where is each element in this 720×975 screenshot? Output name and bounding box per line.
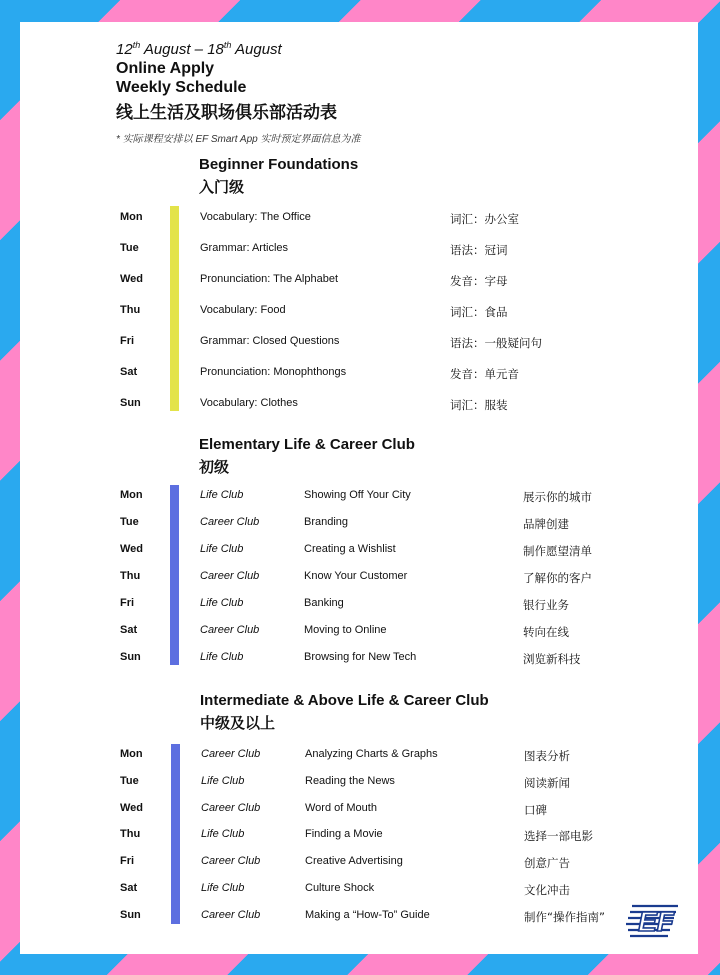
section-subtitle-elementary: 初级 xyxy=(199,458,230,476)
schedule-row xyxy=(20,882,698,902)
club-type: Career Club xyxy=(200,516,260,528)
topic-label: Pronunciation: The Alphabet xyxy=(200,273,339,285)
schedule-row xyxy=(20,397,698,417)
schedule-card xyxy=(20,22,698,954)
club-type: Life Club xyxy=(200,543,244,555)
svg-text:EF: EF xyxy=(638,906,674,937)
topic-label: Showing Off Your City xyxy=(304,489,411,501)
schedule-row xyxy=(20,366,698,386)
topic-label: Culture Shock xyxy=(305,882,375,894)
club-type: Life Club xyxy=(200,597,244,609)
club-type: Career Club xyxy=(200,624,260,636)
schedule-row xyxy=(20,273,698,293)
ef-logo xyxy=(626,902,688,940)
day-label: Tue xyxy=(120,774,139,787)
club-type: Life Club xyxy=(201,882,245,894)
topic-label: Vocabulary: The Office xyxy=(200,211,311,223)
topic-label: Grammar: Closed Questions xyxy=(200,335,340,347)
section-title-elementary: Elementary Life & Career Club xyxy=(199,436,415,453)
schedule-row xyxy=(20,651,698,671)
schedule-row xyxy=(20,597,698,617)
section-subtitle-beginner: 入门级 xyxy=(199,178,245,196)
day-label: Mon xyxy=(120,748,143,760)
club-type: Life Club xyxy=(201,774,245,787)
schedule-row xyxy=(20,335,698,355)
schedule-row xyxy=(20,855,698,875)
schedule-row xyxy=(20,211,698,231)
schedule-row xyxy=(20,570,698,590)
section-subtitle-intermediate: 中级及以上 xyxy=(200,714,276,732)
club-type: Career Club xyxy=(201,908,261,921)
date-range: 12th August – 18th August xyxy=(116,40,282,58)
title-weekly-schedule: Weekly Schedule xyxy=(116,79,247,96)
schedule-row xyxy=(20,909,698,929)
topic-label: Vocabulary: Clothes xyxy=(200,397,298,409)
day-label: Thu xyxy=(120,304,141,316)
section-title-beginner: Beginner Foundations xyxy=(199,156,359,173)
topic-chinese: 词汇：食品 xyxy=(450,305,508,319)
topic-chinese: 阅读新闻 xyxy=(524,775,570,790)
day-label: Wed xyxy=(120,543,144,555)
club-type: Life Club xyxy=(200,489,244,501)
topic-label: Finding a Movie xyxy=(305,828,383,841)
topic-label: Moving to Online xyxy=(304,624,387,636)
topic-chinese: 词汇：办公室 xyxy=(450,212,519,226)
schedule-row xyxy=(20,775,698,795)
topic-chinese: 语法：冠词 xyxy=(450,243,508,257)
day-label: Sat xyxy=(120,882,138,894)
day-label: Thu xyxy=(120,570,141,582)
topic-label: Banking xyxy=(304,597,344,609)
day-label: Tue xyxy=(120,516,139,528)
section-title-intermediate: Intermediate & Above Life & Career Club xyxy=(200,692,489,709)
schedule-note: * 实际课程安排以 EF Smart App 实时预定界面信息为准 xyxy=(116,134,361,145)
title-chinese: 线上生活及职场俱乐部活动表 xyxy=(116,103,337,123)
topic-label: Creative Advertising xyxy=(305,855,403,868)
topic-label: Pronunciation: Monophthongs xyxy=(200,366,347,378)
topic-chinese: 口碑 xyxy=(524,802,547,817)
title-online-apply: Online Apply xyxy=(116,60,215,77)
day-label: Sun xyxy=(120,908,141,921)
topic-chinese: 了解你的客户 xyxy=(523,571,592,585)
day-label: Sun xyxy=(120,397,141,409)
club-type: Career Club xyxy=(201,855,261,868)
club-type: Career Club xyxy=(201,748,261,760)
schedule-row xyxy=(20,516,698,536)
day-label: Fri xyxy=(120,335,135,347)
day-label: Mon xyxy=(120,211,143,223)
topic-label: Grammar: Articles xyxy=(200,242,289,254)
club-type: Career Club xyxy=(201,801,261,814)
topic-chinese: 选择一部电影 xyxy=(524,829,593,844)
schedule-row xyxy=(20,748,698,768)
schedule-row xyxy=(20,624,698,644)
schedule-row xyxy=(20,828,698,848)
topic-label: Making a “How-To” Guide xyxy=(305,908,430,921)
schedule-row xyxy=(20,802,698,822)
topic-label: Reading the News xyxy=(305,774,395,787)
topic-label: Word of Mouth xyxy=(305,801,377,814)
topic-label: Creating a Wishlist xyxy=(304,543,396,555)
club-type: Life Club xyxy=(200,651,244,663)
topic-chinese: 语法：一般疑问句 xyxy=(450,336,542,350)
schedule-row xyxy=(20,304,698,324)
schedule-row xyxy=(20,489,698,509)
topic-chinese: 词汇：服装 xyxy=(450,398,508,412)
topic-chinese: 文化冲击 xyxy=(524,883,570,897)
topic-chinese: 品牌创建 xyxy=(523,517,569,531)
club-type: Life Club xyxy=(201,828,245,841)
topic-label: Branding xyxy=(304,516,349,528)
day-label: Sun xyxy=(120,651,141,663)
schedule-row xyxy=(20,543,698,563)
day-label: Tue xyxy=(120,242,139,254)
day-label: Sat xyxy=(120,624,138,636)
topic-chinese: 浏览新科技 xyxy=(523,652,581,666)
topic-chinese: 发音：字母 xyxy=(450,274,508,288)
topic-chinese: 银行业务 xyxy=(523,598,569,612)
topic-chinese: 制作“操作指南” xyxy=(524,909,605,924)
topic-label: Know Your Customer xyxy=(304,570,408,582)
day-label: Thu xyxy=(120,828,141,841)
day-label: Wed xyxy=(120,801,144,814)
day-label: Fri xyxy=(120,855,135,868)
day-label: Wed xyxy=(120,273,144,285)
topic-label: Vocabulary: Food xyxy=(200,304,286,316)
day-label: Mon xyxy=(120,489,143,501)
topic-label: Browsing for New Tech xyxy=(304,651,417,663)
topic-chinese: 图表分析 xyxy=(524,749,570,763)
topic-chinese: 创意广告 xyxy=(524,856,570,871)
topic-chinese: 发音：单元音 xyxy=(450,367,519,381)
day-label: Sat xyxy=(120,366,138,378)
schedule-row xyxy=(20,242,698,262)
topic-chinese: 制作愿望清单 xyxy=(523,544,592,558)
topic-chinese: 转向在线 xyxy=(523,625,569,639)
topic-chinese: 展示你的城市 xyxy=(523,490,592,504)
day-label: Fri xyxy=(120,597,135,609)
topic-label: Analyzing Charts & Graphs xyxy=(305,748,438,760)
club-type: Career Club xyxy=(200,570,260,582)
